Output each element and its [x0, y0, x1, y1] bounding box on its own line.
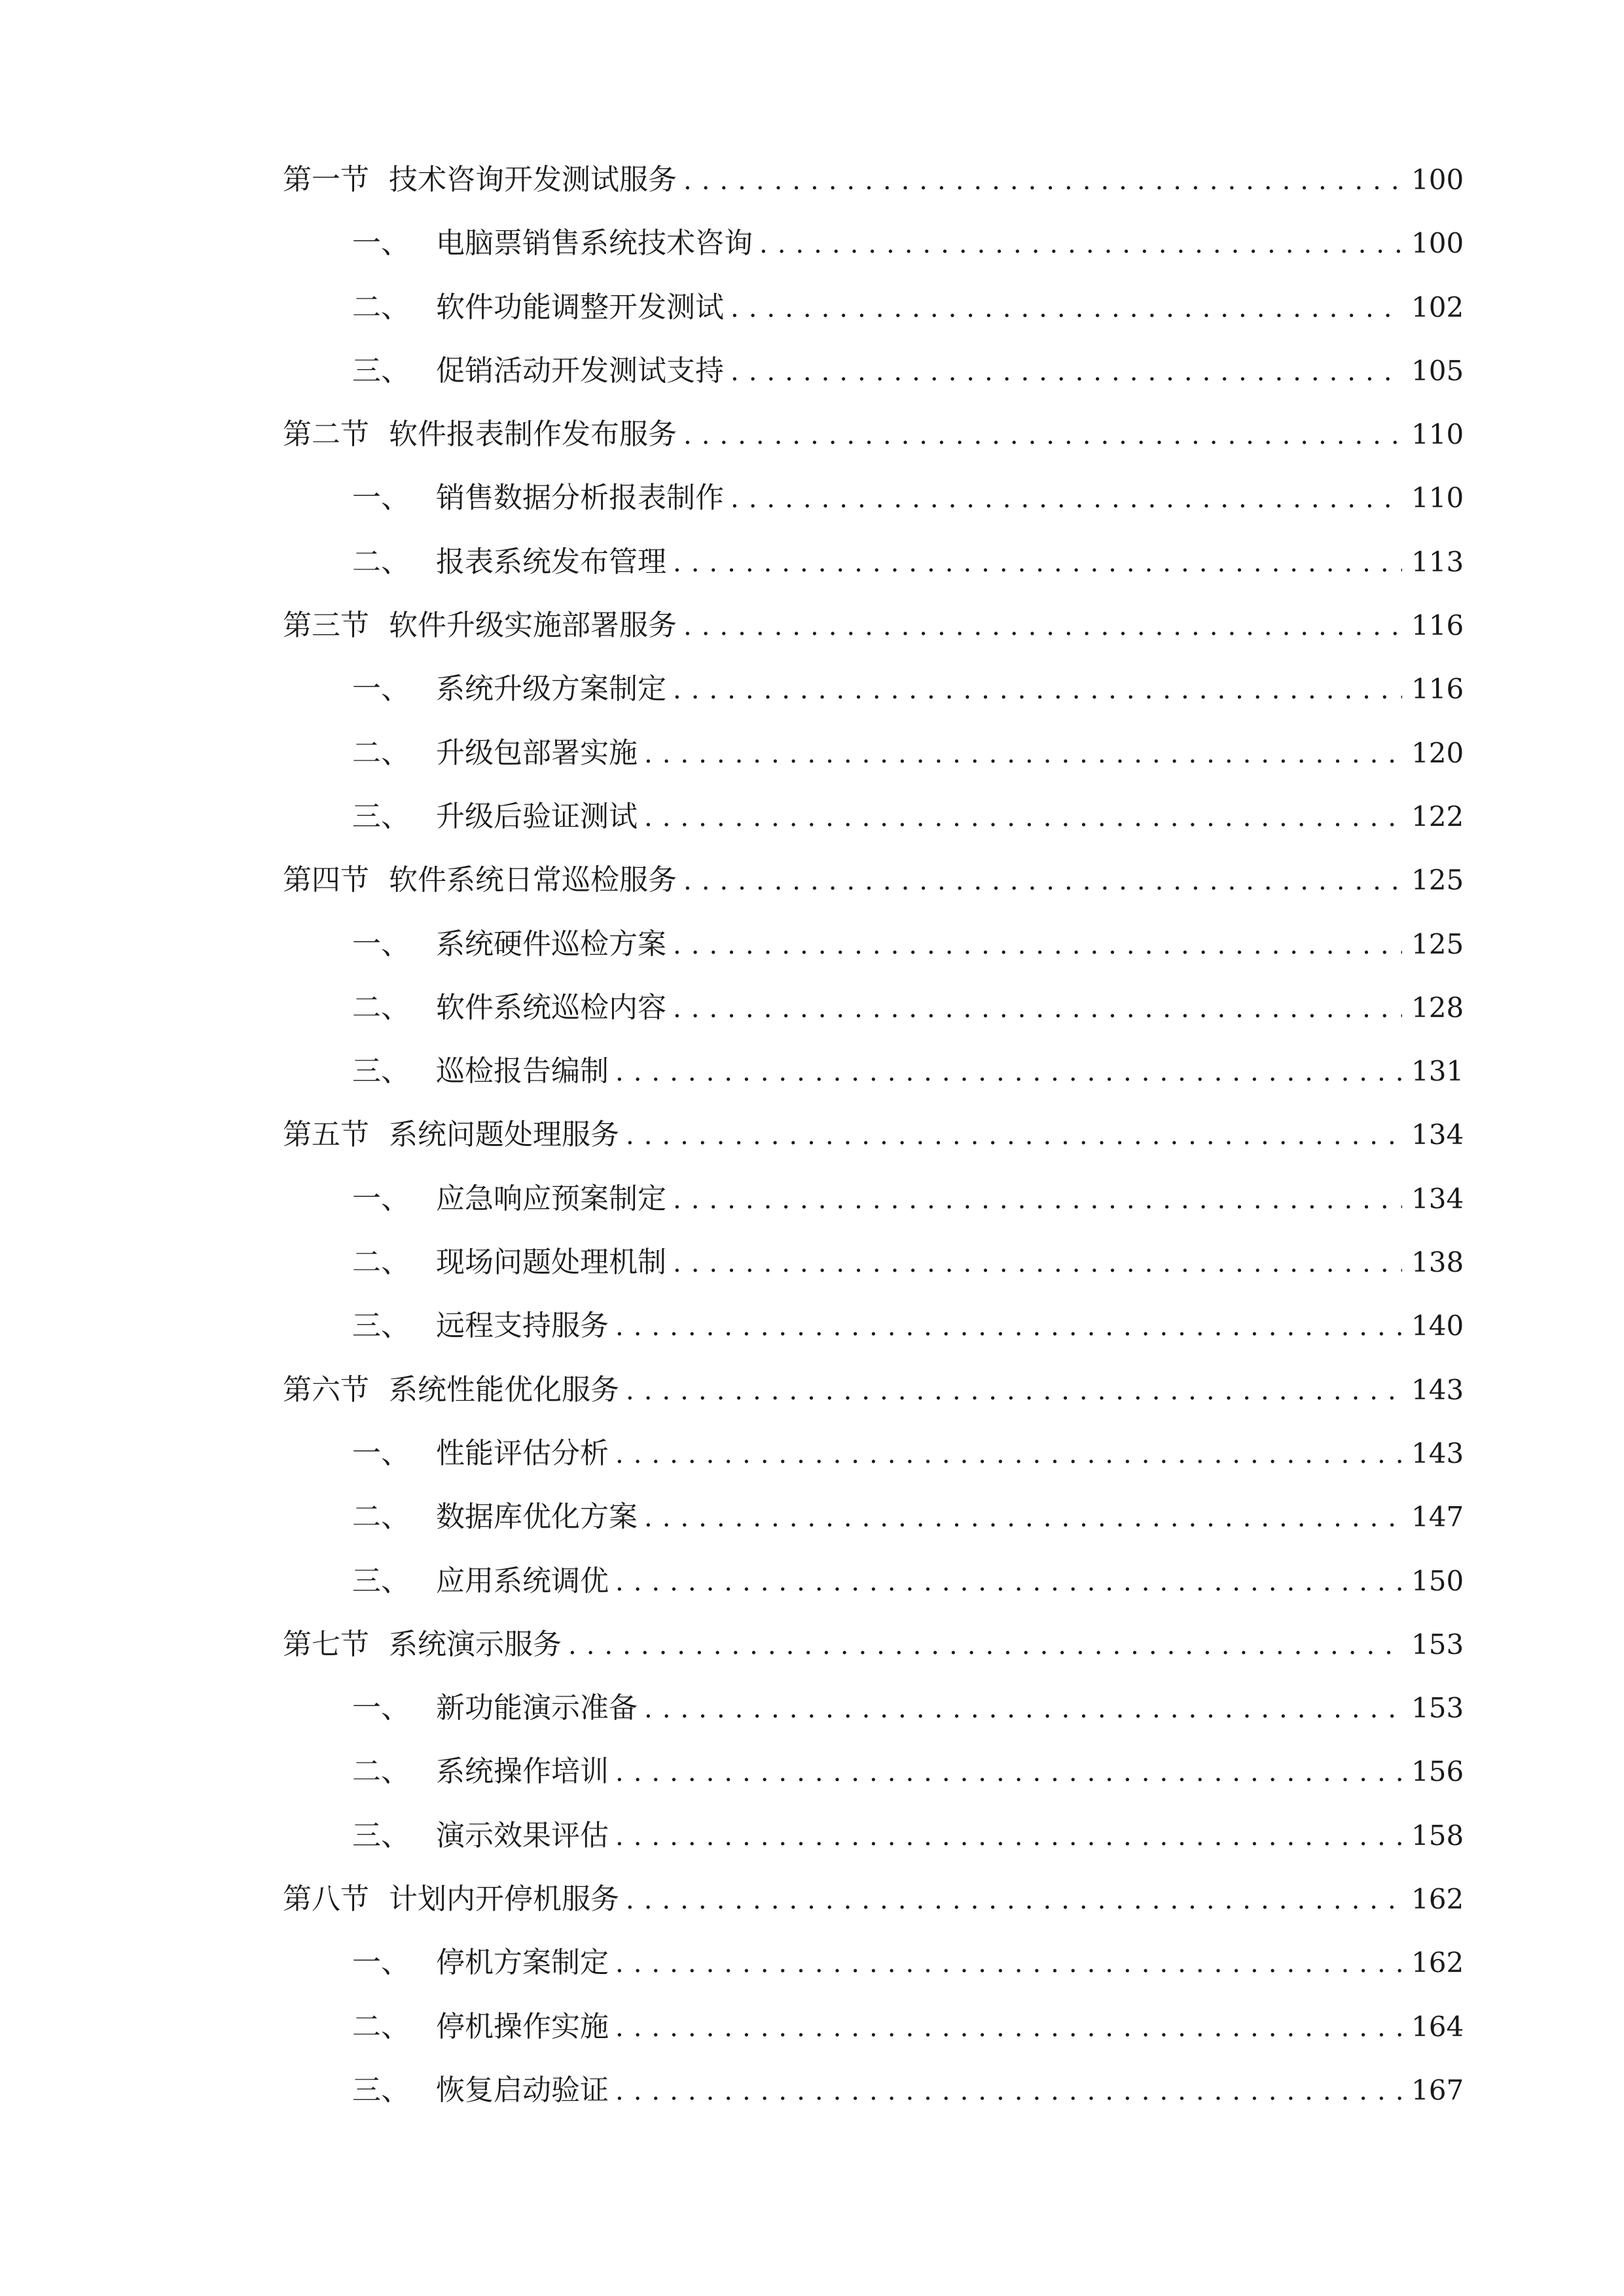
toc-entry-title: 软件功能调整开发测试	[436, 290, 724, 324]
toc-entry-title: 应急响应预案制定	[436, 1181, 666, 1215]
dot-leader	[683, 595, 1402, 658]
dot-leader	[615, 2060, 1402, 2123]
toc-entry-title: 促销活动开发测试支持	[436, 353, 724, 387]
toc-page-number: 116	[1411, 673, 1464, 706]
toc-entry-title: 系统演示服务	[389, 1627, 562, 1661]
toc-entry-number: 第五节	[283, 1118, 369, 1152]
toc-entry-number: 一、	[352, 1691, 410, 1725]
dot-leader	[731, 277, 1402, 340]
toc-entry-title: 升级后验证测试	[436, 799, 638, 833]
toc-page-number: 100	[1411, 227, 1464, 260]
toc-entry-title: 销售数据分析报表制作	[436, 481, 724, 515]
toc-entry-title: 巡检报告编制	[436, 1054, 609, 1088]
toc-page-number: 122	[1411, 800, 1464, 833]
dot-leader	[615, 1295, 1402, 1359]
dot-leader	[644, 723, 1402, 786]
toc-page-number: 110	[1411, 482, 1464, 514]
toc-entry[interactable]	[283, 721, 1464, 785]
toc-entry-title: 系统硬件巡检方案	[436, 927, 666, 961]
toc-entry-title: 现场问题处理机制	[436, 1246, 666, 1280]
dot-leader	[683, 149, 1402, 213]
toc-entry-number: 三、	[352, 2073, 410, 2107]
dot-leader	[644, 1486, 1402, 1550]
toc-entry-title: 软件系统日常巡检服务	[389, 863, 677, 897]
dot-leader	[615, 1423, 1402, 1486]
toc-page-number: 134	[1411, 1182, 1464, 1215]
toc-page-number: 162	[1411, 1946, 1464, 1979]
dot-leader	[644, 1677, 1402, 1741]
dot-leader	[626, 1104, 1402, 1168]
toc-entry-number: 二、	[352, 1246, 410, 1280]
toc-page-number: 153	[1411, 1692, 1464, 1725]
toc-entry-title: 恢复启动验证	[436, 2073, 609, 2107]
toc-entry-number: 三、	[352, 1818, 410, 1852]
dot-leader	[673, 1232, 1402, 1295]
dot-leader	[673, 1168, 1402, 1232]
toc-page-number: 113	[1411, 545, 1464, 578]
toc-entry[interactable]	[283, 912, 1464, 976]
toc-entry[interactable]	[283, 211, 1464, 275]
toc-entry[interactable]	[283, 1867, 1464, 1931]
toc-entry-number: 一、	[352, 481, 410, 515]
toc-entry-number: 二、	[352, 1500, 410, 1534]
toc-entry[interactable]	[283, 848, 1464, 912]
toc-page-number: 158	[1411, 1819, 1464, 1852]
toc-entry-title: 应用系统调优	[436, 1564, 609, 1598]
dot-leader	[626, 1359, 1402, 1423]
toc-page-number: 167	[1411, 2073, 1464, 2106]
toc-entry[interactable]	[283, 785, 1464, 848]
dot-leader	[615, 1932, 1402, 1996]
toc-entry-title: 软件系统巡检内容	[436, 990, 666, 1024]
dot-leader	[626, 1869, 1402, 1932]
toc-entry-number: 三、	[352, 1309, 410, 1343]
toc-entry-title: 计划内开停机服务	[389, 1882, 619, 1916]
dot-leader	[673, 531, 1402, 595]
toc-entry-number: 三、	[352, 1054, 410, 1088]
toc-entry[interactable]	[283, 276, 1464, 339]
toc-entry[interactable]	[283, 1167, 1464, 1230]
toc-entry-title: 技术咨询开发测试服务	[389, 163, 677, 196]
toc-entry-number: 第六节	[283, 1372, 369, 1407]
toc-entry-title: 报表系统发布管理	[436, 545, 666, 579]
dot-leader	[644, 786, 1402, 850]
toc-entry-number: 第八节	[283, 1882, 369, 1916]
toc-entry[interactable]	[283, 530, 1464, 594]
toc-entry-title: 数据库优化方案	[436, 1500, 638, 1534]
toc-page-number: 162	[1411, 1883, 1464, 1916]
dot-leader	[615, 1805, 1402, 1869]
toc-page-number: 110	[1411, 418, 1464, 451]
toc-entry-title: 软件升级实施部署服务	[389, 609, 677, 643]
toc-entry[interactable]	[283, 657, 1464, 721]
dot-leader	[615, 1041, 1402, 1104]
toc-page-number: 147	[1411, 1501, 1464, 1534]
toc-entry[interactable]	[283, 976, 1464, 1039]
toc-entry-number: 二、	[352, 1755, 410, 1789]
toc-entry-title: 系统性能优化服务	[389, 1372, 619, 1407]
dot-leader	[683, 850, 1402, 913]
toc-page-number: 131	[1411, 1055, 1464, 1088]
toc-entry-number: 三、	[352, 1564, 410, 1598]
dot-leader	[683, 404, 1402, 467]
toc-entry[interactable]	[283, 1039, 1464, 1103]
toc-entry-title: 停机方案制定	[436, 1946, 609, 1980]
dot-leader	[673, 977, 1402, 1041]
toc-entry-number: 一、	[352, 1181, 410, 1215]
toc-page-number: 102	[1411, 291, 1464, 323]
toc-entry[interactable]	[283, 1294, 1464, 1357]
dot-leader	[673, 914, 1402, 977]
dot-leader	[731, 467, 1402, 531]
toc-entry-number: 一、	[352, 672, 410, 706]
toc-entry-title: 停机操作实施	[436, 2009, 609, 2043]
toc-entry-title: 新功能演示准备	[436, 1691, 638, 1725]
toc-entry-number: 一、	[352, 1946, 410, 1980]
dot-leader	[615, 1741, 1402, 1804]
toc-page-number: 116	[1411, 609, 1464, 642]
toc-entry[interactable]	[283, 1676, 1464, 1740]
toc-entry[interactable]	[283, 1485, 1464, 1549]
toc-entry[interactable]	[283, 1230, 1464, 1294]
toc-entry-number: 三、	[352, 799, 410, 833]
toc-entry-title: 升级包部署实施	[436, 736, 638, 770]
toc-entry[interactable]	[283, 403, 1464, 466]
toc-page-number: 134	[1411, 1119, 1464, 1151]
dot-leader	[673, 658, 1402, 722]
toc-entry-title: 远程支持服务	[436, 1309, 609, 1343]
toc-page-number: 120	[1411, 736, 1464, 769]
toc-page-number: 150	[1411, 1564, 1464, 1597]
dot-leader	[759, 213, 1402, 276]
toc-entry-number: 第三节	[283, 609, 369, 643]
toc-entry-number: 二、	[352, 2009, 410, 2043]
toc-entry-number: 一、	[352, 226, 410, 260]
toc-page-number: 140	[1411, 1310, 1464, 1342]
toc-page-number: 143	[1411, 1373, 1464, 1406]
toc-entry-title: 性能评估分析	[436, 1436, 609, 1470]
toc-entry[interactable]	[283, 148, 1464, 211]
toc-page-number: 100	[1411, 164, 1464, 196]
toc-entry[interactable]	[283, 1422, 1464, 1485]
toc-entry-title: 系统问题处理服务	[389, 1118, 619, 1152]
toc-page-number: 105	[1411, 354, 1464, 387]
dot-leader	[615, 1996, 1402, 2060]
toc-entry[interactable]	[283, 1931, 1464, 1994]
toc-entry-number: 第七节	[283, 1627, 369, 1661]
toc-page-number: 125	[1411, 927, 1464, 960]
toc-entry-number: 第二节	[283, 418, 369, 452]
toc-page-number: 125	[1411, 864, 1464, 897]
toc-entry-number: 一、	[352, 927, 410, 961]
toc-entry-title: 系统升级方案制定	[436, 672, 666, 706]
toc-entry-number: 二、	[352, 545, 410, 579]
toc-entry[interactable]	[283, 594, 1464, 657]
toc-entry[interactable]	[283, 1358, 1464, 1422]
toc-entry[interactable]	[283, 1613, 1464, 1676]
toc-entry[interactable]	[283, 1103, 1464, 1166]
toc-page-number: 138	[1411, 1246, 1464, 1279]
toc-entry-number: 二、	[352, 736, 410, 770]
toc-page-number: 128	[1411, 991, 1464, 1024]
toc-entry-number: 第一节	[283, 163, 369, 196]
toc-entry-title: 演示效果评估	[436, 1818, 609, 1852]
toc-entry-number: 二、	[352, 990, 410, 1024]
toc-entry-title: 系统操作培训	[436, 1755, 609, 1789]
toc-entry-title: 电脑票销售系统技术咨询	[436, 226, 753, 260]
toc-entry-title: 软件报表制作发布服务	[389, 418, 677, 452]
toc-entry[interactable]	[283, 339, 1464, 403]
toc-entry-number: 二、	[352, 290, 410, 324]
dot-leader	[568, 1614, 1402, 1677]
toc-page-number: 164	[1411, 2010, 1464, 2043]
table-of-contents	[283, 148, 1464, 2122]
dot-leader	[731, 340, 1402, 404]
toc-page-number: 156	[1411, 1755, 1464, 1788]
toc-entry[interactable]	[283, 1549, 1464, 1613]
toc-entry[interactable]	[283, 2058, 1464, 2122]
toc-entry[interactable]	[283, 466, 1464, 529]
dot-leader	[615, 1551, 1402, 1614]
toc-entry[interactable]	[283, 1740, 1464, 1803]
toc-page-number: 153	[1411, 1628, 1464, 1660]
toc-entry[interactable]	[283, 1804, 1464, 1867]
toc-entry-number: 第四节	[283, 863, 369, 897]
toc-entry[interactable]	[283, 1995, 1464, 2058]
toc-page-number: 143	[1411, 1437, 1464, 1469]
toc-entry-number: 一、	[352, 1436, 410, 1470]
toc-entry-number: 三、	[352, 353, 410, 387]
